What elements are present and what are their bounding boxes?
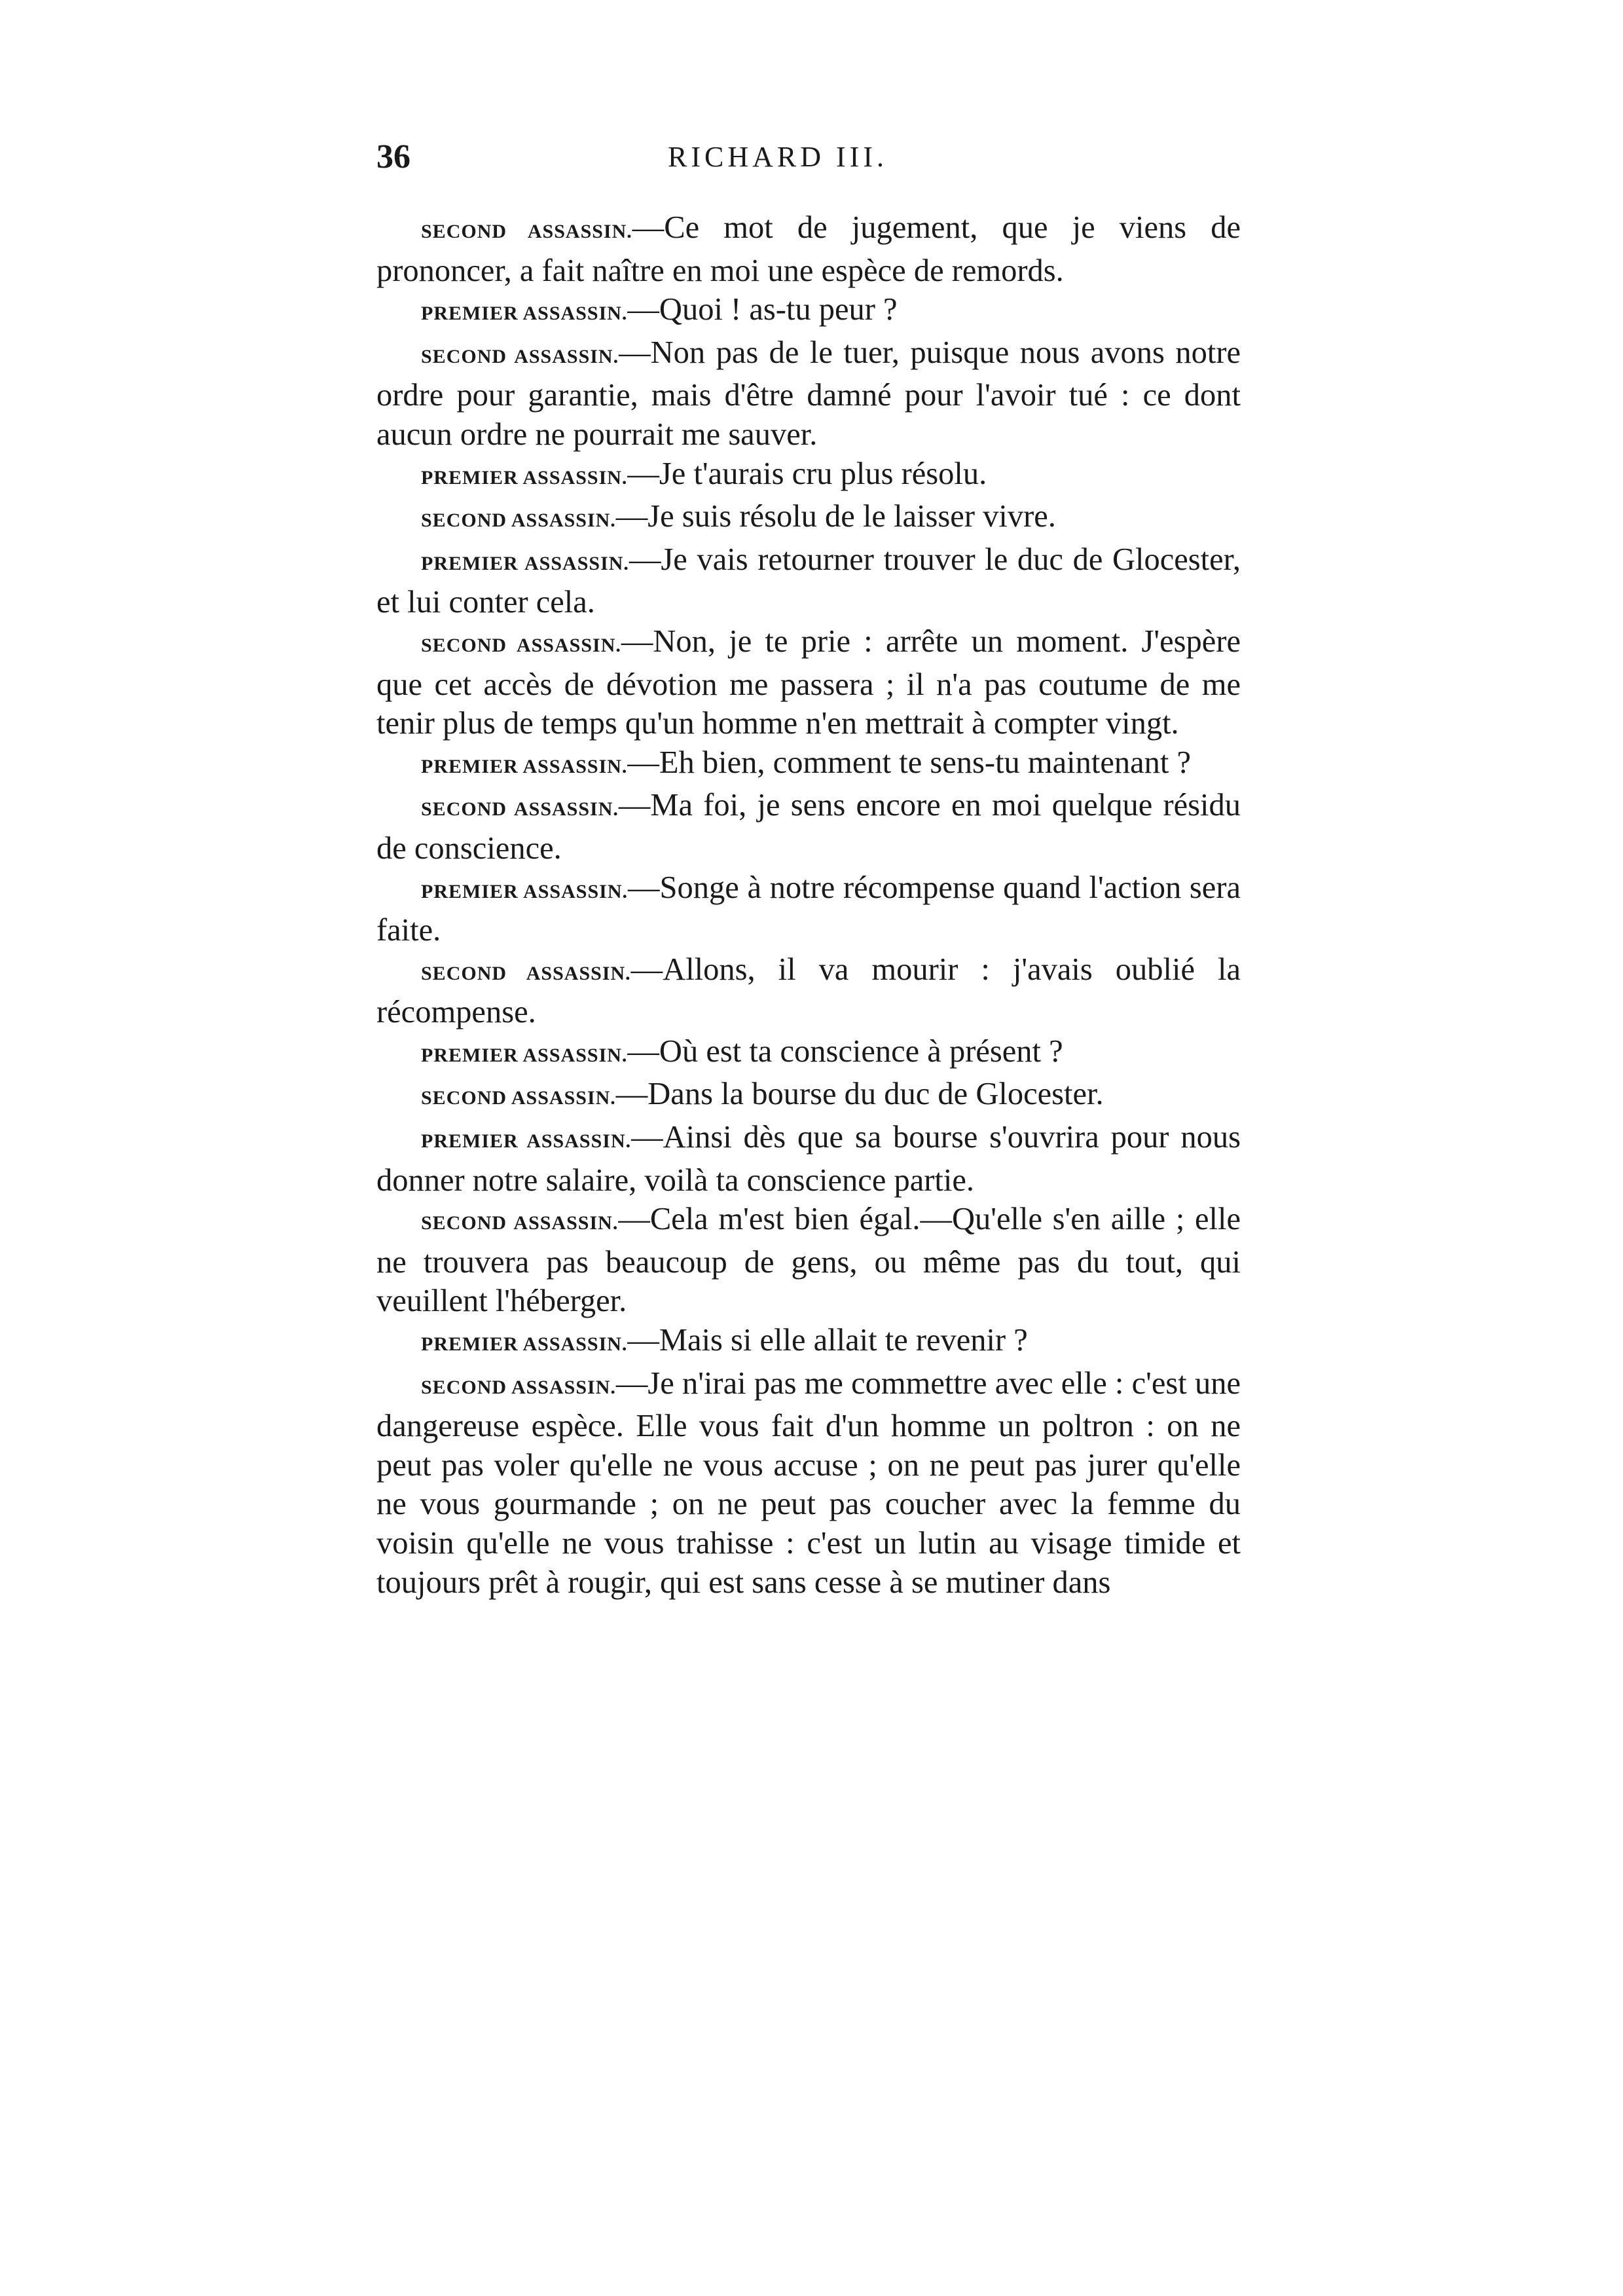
speaker-name: PREMIER ASSASSIN. [421, 1044, 628, 1066]
speech-paragraph [376, 333, 1241, 454]
speaker-name: SECOND ASSASSIN. [421, 221, 632, 242]
speech-paragraph [376, 1321, 1241, 1364]
speech-text: —Dans la bourse du duc de Glocester. [615, 1077, 1104, 1112]
speech-text: —Je t'aurais cru plus résolu. [627, 456, 987, 491]
speech-text: —Eh bien, comment te sens-tu maintenant ? [627, 745, 1192, 780]
speech-text: —Je vais retourner trouver le duc de Glocester, et lui conter cela. [376, 542, 1241, 620]
speaker-name: SECOND ASSASSIN. [421, 962, 631, 984]
speech-text: —Je suis résolu de le laisser vivre. [615, 499, 1056, 534]
page-header [376, 134, 1241, 180]
speech-paragraph [376, 786, 1241, 868]
speaker-name: PREMIER ASSASSIN. [421, 880, 628, 902]
speech-text: —Non pas de le tuer, puisque nous avons notre ordre pour garantie, mais d'être damné pour l'avoir tué : ce dont aucun ordre ne pourrait me sauver. [376, 335, 1241, 452]
speech-text: —Ainsi dès que sa bourse s'ouvrira pour nous donner notre salaire, voilà ta conscience partie. [376, 1120, 1241, 1198]
speech-paragraph [376, 290, 1241, 333]
speech-paragraph [376, 950, 1241, 1032]
speaker-name: PREMIER ASSASSIN. [421, 303, 628, 325]
speech-paragraph [376, 868, 1241, 950]
speech-paragraph [376, 1118, 1241, 1200]
speech-text: —Je n'irai pas me commettre avec elle : c'est une dangereuse espèce. Elle vous fait d'un homme un poltron : on ne peut pas voler qu'elle ne vous accuse ; on ne peut pas jurer qu'elle ne vous gourmande ; on ne peut pas coucher avec la femme du voisin qu'elle ne vous trahisse : c'est un lutin au visage timide et toujours prêt à rougir, qui est sans cesse à se mutiner dans [376, 1365, 1241, 1600]
speech-paragraph [376, 1075, 1241, 1118]
speaker-name: PREMIER ASSASSIN. [421, 1333, 628, 1356]
speech-paragraph [376, 743, 1241, 787]
speaker-name: SECOND ASSASSIN. [421, 798, 619, 821]
speech-text: —Mais si elle allait te revenir ? [627, 1323, 1028, 1358]
speaker-name: SECOND ASSASSIN. [421, 345, 619, 367]
speaker-name: SECOND ASSASSIN. [421, 1212, 619, 1234]
speaker-name: PREMIER ASSASSIN. [421, 466, 628, 489]
speaker-name: SECOND ASSASSIN. [421, 1087, 616, 1109]
page-number: 36 [376, 138, 410, 176]
speech-text: —Où est ta conscience à présent ? [627, 1033, 1063, 1069]
speech-paragraph [376, 208, 1241, 290]
speaker-name: PREMIER ASSASSIN. [421, 755, 628, 777]
speaker-name: PREMIER ASSASSIN. [421, 552, 629, 574]
speech-paragraph [376, 1200, 1241, 1321]
speech-text: —Ma foi, je sens encore en moi quelque résidu de conscience. [376, 788, 1241, 866]
speech-paragraph [376, 454, 1241, 498]
running-title: RICHARD III. [668, 141, 888, 173]
speech-paragraph [376, 1364, 1241, 1602]
speaker-name: SECOND ASSASSIN. [421, 509, 616, 532]
speech-text: —Allons, il va mourir : j'avais oublié la récompense. [376, 952, 1241, 1030]
speech-paragraph [376, 1032, 1241, 1075]
speaker-name: SECOND ASSASSIN. [421, 634, 621, 656]
speech-paragraph [376, 622, 1241, 743]
speech-text: —Cela m'est bien égal.—Qu'elle s'en aille ; elle ne trouvera pas beaucoup de gens, ou même pas du tout, qui veuillent l'héberger. [376, 1202, 1241, 1319]
speech-text: —Songe à notre récompense quand l'action sera faite. [376, 870, 1241, 948]
dialogue-text [376, 208, 1241, 1602]
speech-text: —Quoi ! as-tu peur ? [627, 292, 898, 327]
speech-paragraph [376, 540, 1241, 622]
speaker-name: SECOND ASSASSIN. [421, 1376, 616, 1398]
speech-text: —Ce mot de jugement, que je viens de prononcer, a fait naître en moi une espèce de remords. [376, 210, 1241, 288]
speech-text: —Non, je te prie : arrête un moment. J'espère que cet accès de dévotion me passera ; il n'a pas coutume de me tenir plus de temps qu'un homme n'en mettrait à compter vingt. [376, 623, 1241, 741]
speaker-name: PREMIER ASSASSIN. [421, 1130, 632, 1153]
speech-paragraph [376, 497, 1241, 540]
